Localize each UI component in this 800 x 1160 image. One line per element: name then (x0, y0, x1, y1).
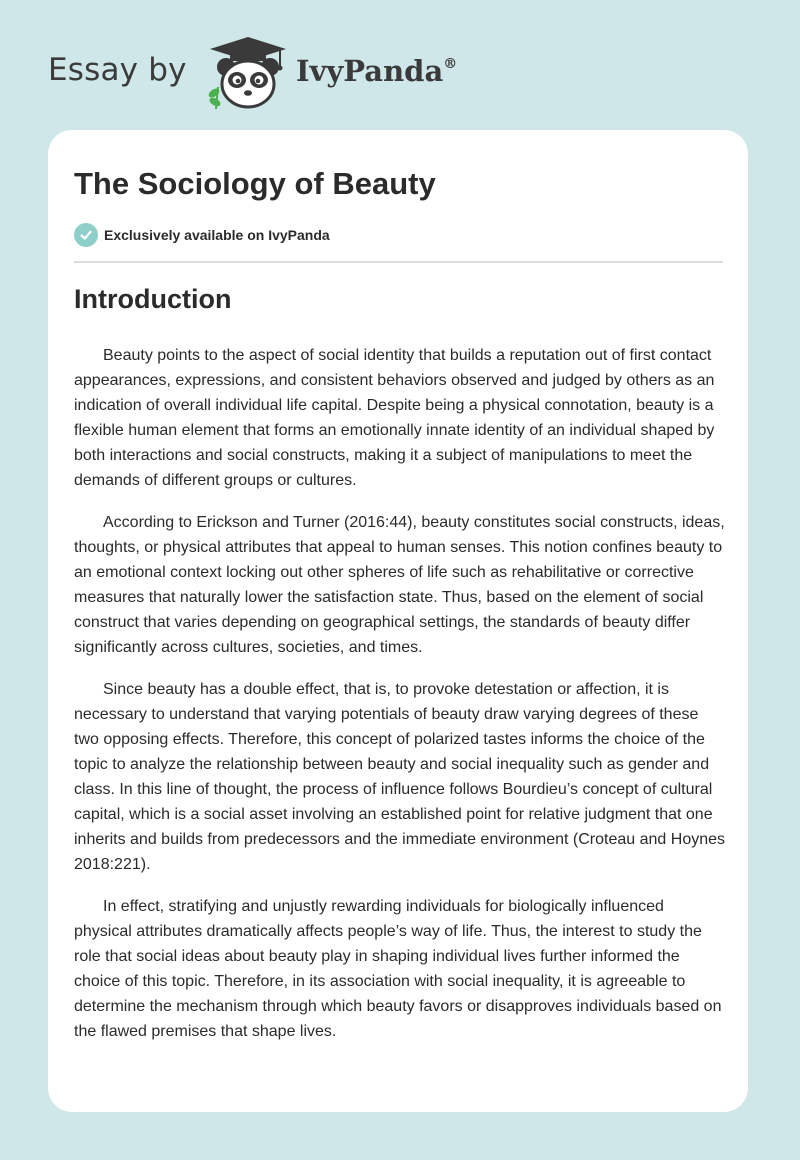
paragraph: Beauty points to the aspect of social identity that builds a reputation out of first contact appearances, expressions, and consistent behaviors observed and judged by others as an indication of overall individual life capital. Despite being a physical connotation, beauty is a flexible human element that forms an emotionally innate identity of an individual shaped by both interactions and social constructs, making it a subject of manipulations to meet the demands of different groups or cultures. (74, 347, 715, 489)
site-header (48, 32, 748, 112)
paragraph: According to Erickson and Turner (2016:44), beauty constitutes social constructs, ideas, thoughts, or physical attributes that appeal to human senses. This notion confines beauty to an emotional context locking out other spheres of life such as rehabilitative or corrective measures that naturally lower the satisfaction state. Thus, based on the element of social construct that varies depending on geographical settings, the standards of beauty differ significantly across cultures, societies, and times. (74, 514, 725, 656)
essay-card (48, 130, 748, 1112)
check-circle-icon (74, 223, 98, 247)
brand-name[interactable] (296, 54, 457, 88)
divider (74, 261, 723, 263)
registered-mark: ® (443, 56, 458, 72)
panda-graduate-icon[interactable] (204, 35, 292, 111)
brand-name-text[interactable]: IvyPanda (296, 54, 444, 88)
brand-prefix: Essay by (48, 52, 187, 88)
paragraph: Since beauty has a double effect, that is, to provoke detestation or affection, it is necessary to understand that varying potentials of beauty draw varying degrees of these two opposing effects. Therefore, this concept of polarized tastes informs the choice of the topic to analyze the relationship between beauty and social inequality such as gender and class. In this line of thought, the process of influence follows Bourdieu’s concept of cultural capital, which is a social asset involving an established point for relative judgment that one inherits and builds from predecessors and the immediate environment (Croteau and Hoynes 2018:221). (74, 681, 726, 873)
section-heading: Introduction (74, 284, 232, 314)
page-title: The Sociology of Beauty (74, 166, 436, 201)
badge-label: Exclusively available on IvyPanda (104, 227, 330, 243)
paragraph: In effect, stratifying and unjustly rewarding individuals for biologically influenced physical attributes dramatically affects people’s way of life. Thus, the interest to study the role that social ideas about beauty play in shaping individual lives further informed the choice of this topic. Therefore, in its association with social inequality, it is agreeable to determine the mechanism through which beauty favors or disapproves individuals based on the flawed premises that shape lives. (74, 898, 722, 1040)
exclusive-badge (74, 222, 330, 248)
essay-body (74, 343, 726, 1061)
